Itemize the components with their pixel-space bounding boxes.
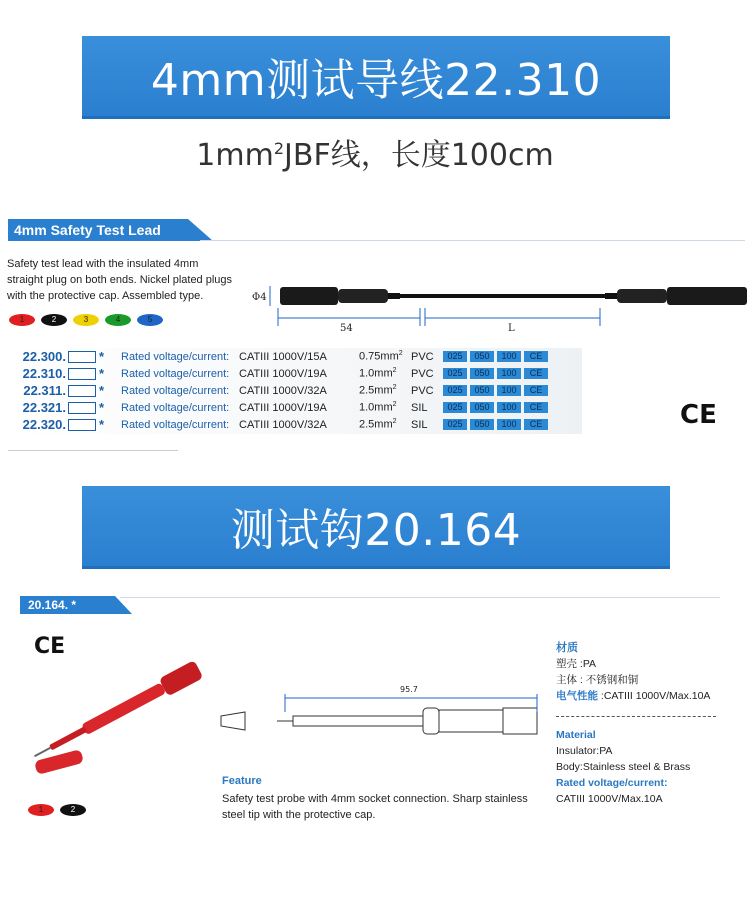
length-chip: 025 [443,351,467,362]
rated-title: Rated voltage/current: [556,777,668,789]
lead-description [7,256,232,304]
color-option-3: 3 [73,314,99,326]
table-bottom-rule [8,450,178,451]
color-option-2: 2 [41,314,67,326]
rated-label: Rated voltage/current: [121,350,230,363]
probe-color-options [28,804,86,816]
order-code: 22.321. [22,400,66,415]
spec-divider [556,716,716,717]
color-code-box [68,351,96,363]
length-chip: 025 [443,368,467,379]
ce-chip: CE [524,368,548,379]
table-row [8,416,551,433]
ce-chip: CE [524,385,548,396]
probe-drawing [215,672,555,752]
insulation-material: SIL [411,401,428,414]
rating-value: CATIII 1000V/15A [239,350,327,363]
subtitle-pre: 1mm [196,138,274,173]
desc-line: with the protective cap. Assembled type. [7,290,204,302]
banner-title: 4mm测试导线22.310 [150,55,602,106]
test-lead-drawing [250,276,750,336]
rated-label: Rated voltage/current: [121,418,230,431]
spec-table [8,348,582,434]
color-code-box [68,419,96,431]
subtitle-sup: 2 [273,139,285,158]
color-option-5: 5 [137,314,163,326]
cn-body: 主体 : 不锈钢和铜 [556,674,639,686]
cn-shell: 塑壳 :PA [556,658,597,670]
length-chip: 050 [470,351,494,362]
title-banner-lead [82,36,670,119]
rated-label: Rated voltage/current: [121,367,230,380]
order-code: 22.311. [23,383,66,398]
lead-plug-right [605,287,747,305]
rated-label: Rated voltage/current: [121,384,230,397]
desc-line: Safety test lead with the insulated 4mm [7,258,199,270]
dim-probe-length: 95.7 [400,685,418,694]
order-code: 22.320. [22,417,66,432]
order-code: 22.310. [22,366,66,381]
cross-section: $1.0mm^2$ [359,401,397,414]
dim-cable-length: L [508,323,515,334]
cross-section: $1.0mm^2$ [359,367,397,380]
insulation-material: PVC [411,384,434,397]
section-tag-label: 20.164. * [28,598,77,612]
rating-value: CATIII 1000V/19A [239,401,327,414]
section-tag-label: 4mm Safety Test Lead [14,222,161,238]
dim-diameter: Φ4 [252,292,267,303]
color-option-4: 4 [105,314,131,326]
star-mark: * [99,349,105,364]
section-rule [200,240,745,241]
insulation-material: SIL [411,418,428,431]
length-chip: 050 [470,402,494,413]
insulation-material: PVC [411,350,434,363]
feature-text [222,791,528,823]
probe-specs [556,640,716,807]
length-chip: 100 [497,419,521,430]
table-row [8,348,551,365]
rated-value: CATIII 1000V/Max.10A [556,793,663,805]
cross-section: $2.5mm^2$ [359,418,397,431]
section-tag-probe [20,596,132,614]
color-option-1: 1 [28,804,54,816]
star-mark: * [99,383,105,398]
color-option-2: 2 [60,804,86,816]
desc-line: straight plug on both ends. Nickel plated plugs [7,274,233,286]
section-rule [120,597,720,598]
section-tag-lead [8,219,213,241]
star-mark: * [99,400,105,415]
probe-photo [20,650,230,780]
order-code: 22.300. [22,349,66,364]
table-row [8,399,551,416]
lead-subtitle [0,130,750,174]
rating-value: CATIII 1000V/32A [239,418,327,431]
length-chip: 025 [443,402,467,413]
length-chip: 025 [443,385,467,396]
color-code-box [68,385,96,397]
insulation-material: PVC [411,367,434,380]
banner-title: 测试钩20.164 [230,505,522,556]
ce-chip: CE [524,351,548,362]
color-code-box [68,368,96,380]
star-mark: * [99,366,105,381]
table-row [8,382,551,399]
feature-line: Safety test probe with 4mm socket connection. Sharp stainless [222,793,528,805]
ce-mark: CE [680,400,717,430]
color-option-1: 1 [9,314,35,326]
length-chip: 100 [497,368,521,379]
length-chip: 100 [497,402,521,413]
length-chip: 050 [470,368,494,379]
ce-chip: CE [524,402,548,413]
length-chip: 050 [470,419,494,430]
color-options [9,314,163,326]
length-chip: 100 [497,385,521,396]
rated-label: Rated voltage/current: [121,401,230,414]
lead-plug-left [280,287,400,305]
insulator: Insulator:PA [556,745,613,757]
feature-line: steel tip with the protective cap. [222,809,376,821]
cross-section: $2.5mm^2$ [359,384,397,397]
body-material: Body:Stainless steel & Brass [556,761,691,773]
rating-value: CATIII 1000V/19A [239,367,327,380]
length-chip: 025 [443,419,467,430]
table-row [8,365,551,382]
subtitle-post: JBF线，长度100cm [284,138,554,173]
length-chip: 050 [470,385,494,396]
cn-material-title: 材质 [556,642,578,654]
ce-mark: CE [34,634,66,659]
feature-title: Feature [222,775,262,787]
cross-section: $0.75mm^2$ [359,350,403,363]
title-banner-probe [82,486,670,569]
color-code-box [68,402,96,414]
material-title: Material [556,729,596,741]
length-chip: 100 [497,351,521,362]
ce-chip: CE [524,419,548,430]
cn-electrical: 电气性能 :CATIII 1000V/Max.10A [556,690,711,702]
rating-value: CATIII 1000V/32A [239,384,327,397]
dim-plug-length: 54 [340,323,353,334]
star-mark: * [99,417,105,432]
